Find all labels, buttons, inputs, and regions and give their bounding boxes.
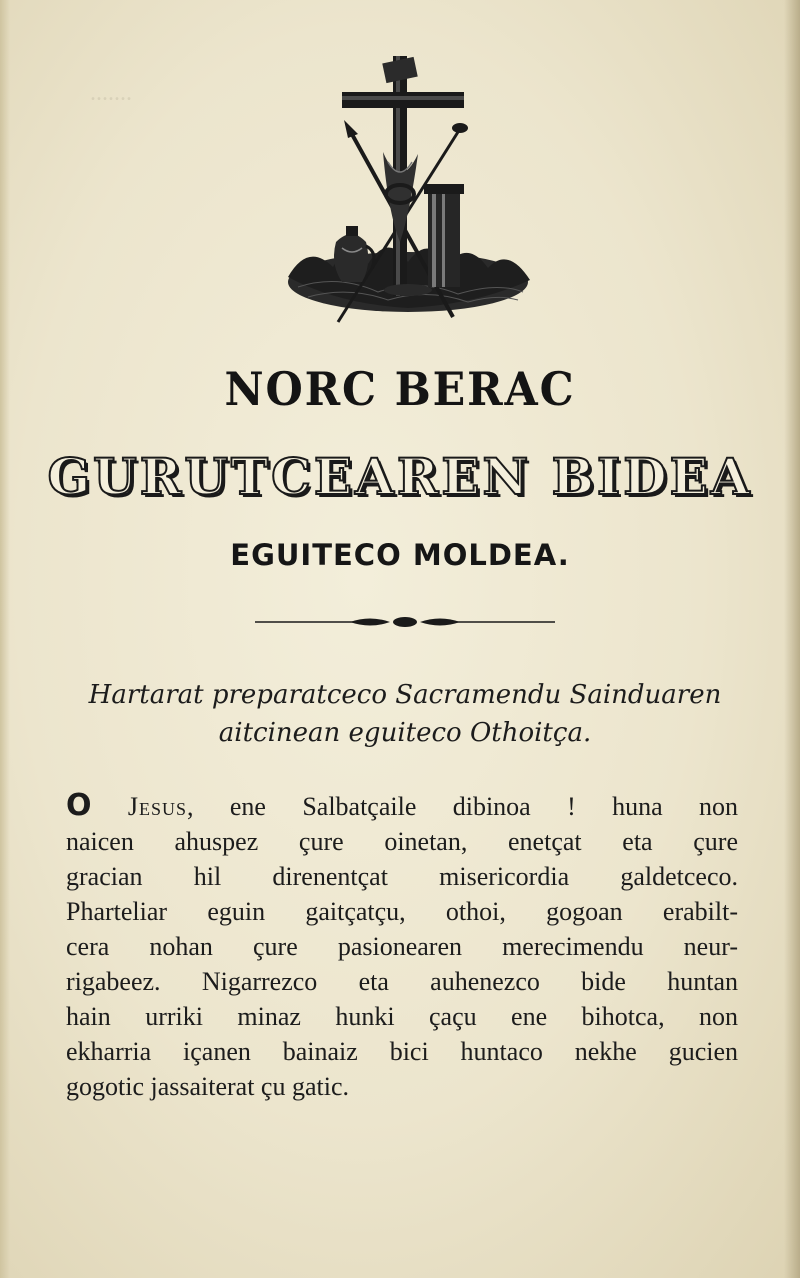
show-through-text: ....... bbox=[90, 80, 132, 106]
body-line-8: ekharria içanen bainaiz bici huntaco nekhe gucien bbox=[66, 1037, 738, 1066]
ornamental-divider-icon bbox=[255, 612, 555, 632]
body-line-3: gracian hil direnentçat misericordia galdetceco. bbox=[66, 862, 738, 891]
drop-cap: O bbox=[66, 788, 92, 823]
body-line-5: cera nohan çure pasionearen merecimendu neur- bbox=[66, 932, 738, 961]
body-line-7: hain urriki minaz hunki çaçu ene bihotca, non bbox=[66, 1002, 738, 1031]
crucifix-vignette-icon bbox=[278, 42, 538, 332]
body-line-1 bbox=[66, 788, 738, 824]
prayer-body bbox=[66, 788, 738, 1104]
body-line-1-text: , ene Salbatçaile dibinoa ! huna non bbox=[187, 792, 738, 821]
body-line-2: naicen ahuspez çure oinetan, enetçat eta çure bbox=[66, 827, 738, 856]
heading-line-2: GURUTCEAREN BIDEA bbox=[47, 447, 753, 506]
first-word: Jesus bbox=[127, 792, 188, 821]
subtitle-line-2: aitcinean eguiteco Othoitça. bbox=[218, 718, 592, 748]
body-line-6: rigabeez. Nigarrezco eta auhenezco bide huntan bbox=[66, 967, 738, 996]
subtitle-line-1: Hartarat preparatceco Sacramendu Sainduaren bbox=[88, 680, 722, 710]
body-line-4: Pharteliar eguin gaitçatçu, othoi, gogoan erabilt- bbox=[66, 897, 738, 926]
body-line-9: gogotic jassaiterat çu gatic. bbox=[66, 1072, 350, 1101]
heading-line-1: NORC BERAC bbox=[224, 362, 576, 416]
heading-line-3: EGUITECO MOLDEA. bbox=[230, 538, 570, 572]
prayer-subtitle bbox=[40, 676, 770, 752]
